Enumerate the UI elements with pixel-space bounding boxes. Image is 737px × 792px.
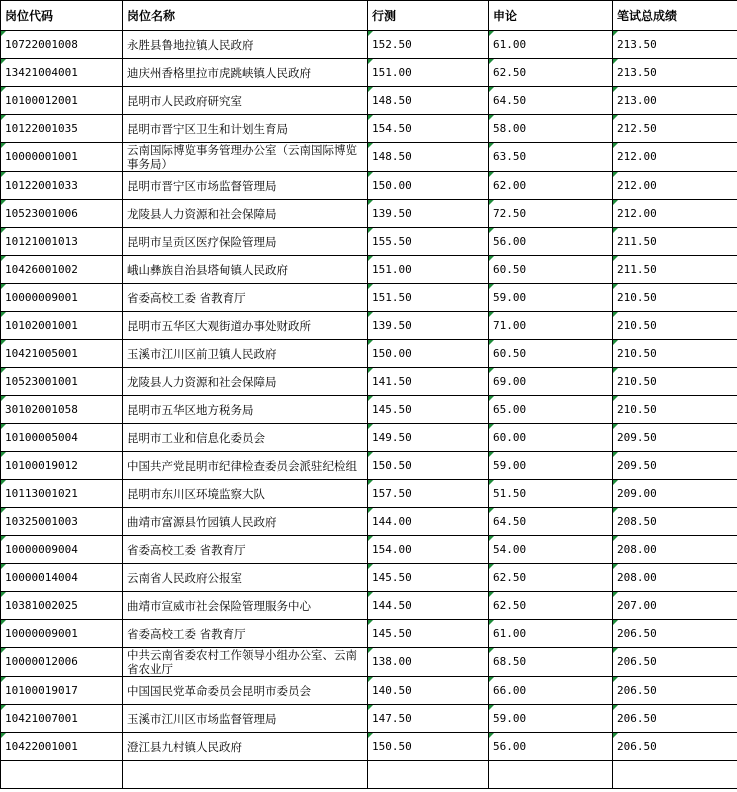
shenlun-score-cell: 59.00	[489, 284, 613, 312]
xingce-score-cell: 144.50	[368, 592, 489, 620]
table-row	[1, 620, 737, 648]
position-code-cell: 10100005004	[1, 424, 123, 452]
shenlun-score-cell: 61.00	[489, 31, 613, 59]
position-code-cell: 10422001001	[1, 733, 123, 761]
xingce-score-cell: 154.00	[368, 536, 489, 564]
shenlun-score-cell: 66.00	[489, 677, 613, 705]
position-code-cell: 10000014004	[1, 564, 123, 592]
xingce-score-cell: 147.50	[368, 705, 489, 733]
header-position-name: 岗位名称	[123, 1, 368, 31]
table-row	[1, 143, 737, 172]
shenlun-score-cell: 62.50	[489, 59, 613, 87]
header-total-score: 笔试总成绩	[613, 1, 737, 31]
table-row	[1, 312, 737, 340]
total-score-cell: 210.50	[613, 368, 737, 396]
position-name-cell: 峨山彝族自治县塔甸镇人民政府	[123, 256, 368, 284]
total-score-cell: 211.50	[613, 228, 737, 256]
position-name-cell: 玉溪市江川区前卫镇人民政府	[123, 340, 368, 368]
xingce-score-cell	[368, 761, 489, 789]
xingce-score-cell: 152.50	[368, 31, 489, 59]
total-score-cell	[613, 761, 737, 789]
table-row	[1, 677, 737, 705]
position-code-cell: 10100012001	[1, 87, 123, 115]
total-score-cell: 210.50	[613, 284, 737, 312]
header-row	[1, 1, 737, 31]
table-row	[1, 59, 737, 87]
xingce-score-cell: 140.50	[368, 677, 489, 705]
position-code-cell: 10122001033	[1, 172, 123, 200]
header-xingce: 行测	[368, 1, 489, 31]
position-name-cell: 曲靖市宣威市社会保险管理服务中心	[123, 592, 368, 620]
table-row	[1, 705, 737, 733]
position-code-cell: 13421004001	[1, 59, 123, 87]
xingce-score-cell: 145.50	[368, 620, 489, 648]
position-name-cell: 省委高校工委 省教育厅	[123, 284, 368, 312]
table-row	[1, 536, 737, 564]
position-code-cell: 10722001008	[1, 31, 123, 59]
position-name-cell: 省委高校工委 省教育厅	[123, 620, 368, 648]
table-row	[1, 115, 737, 143]
position-name-cell: 云南国际博览事务管理办公室（云南国际博览事务局）	[123, 143, 368, 172]
table-row	[1, 733, 737, 761]
position-name-cell: 永胜县鲁地拉镇人民政府	[123, 31, 368, 59]
xingce-score-cell: 139.50	[368, 200, 489, 228]
shenlun-score-cell: 56.00	[489, 733, 613, 761]
shenlun-score-cell: 62.50	[489, 592, 613, 620]
total-score-cell: 209.00	[613, 480, 737, 508]
xingce-score-cell: 139.50	[368, 312, 489, 340]
position-code-cell: 10100019017	[1, 677, 123, 705]
position-name-cell: 曲靖市富源县竹园镇人民政府	[123, 508, 368, 536]
table-row	[1, 396, 737, 424]
total-score-cell: 206.50	[613, 733, 737, 761]
position-name-cell: 迪庆州香格里拉市虎跳峡镇人民政府	[123, 59, 368, 87]
total-score-cell: 213.50	[613, 31, 737, 59]
shenlun-score-cell: 54.00	[489, 536, 613, 564]
xingce-score-cell: 144.00	[368, 508, 489, 536]
shenlun-score-cell: 60.50	[489, 256, 613, 284]
total-score-cell: 213.00	[613, 87, 737, 115]
total-score-cell: 208.00	[613, 564, 737, 592]
position-name-cell: 云南省人民政府公报室	[123, 564, 368, 592]
table-row	[1, 284, 737, 312]
shenlun-score-cell: 62.50	[489, 564, 613, 592]
total-score-cell: 212.00	[613, 143, 737, 172]
xingce-score-cell: 150.50	[368, 452, 489, 480]
xingce-score-cell: 145.50	[368, 396, 489, 424]
total-score-cell: 211.50	[613, 256, 737, 284]
shenlun-score-cell: 60.00	[489, 424, 613, 452]
position-name-cell	[123, 761, 368, 789]
position-code-cell: 10325001003	[1, 508, 123, 536]
position-name-cell: 昆明市呈贡区医疗保险管理局	[123, 228, 368, 256]
shenlun-score-cell: 60.50	[489, 340, 613, 368]
shenlun-score-cell: 68.50	[489, 648, 613, 677]
position-name-cell: 昆明市人民政府研究室	[123, 87, 368, 115]
position-name-cell: 昆明市工业和信息化委员会	[123, 424, 368, 452]
position-name-cell: 澄江县九村镇人民政府	[123, 733, 368, 761]
table-row	[1, 452, 737, 480]
shenlun-score-cell: 62.00	[489, 172, 613, 200]
shenlun-score-cell: 64.50	[489, 87, 613, 115]
position-code-cell: 10381002025	[1, 592, 123, 620]
xingce-score-cell: 150.00	[368, 172, 489, 200]
table-row	[1, 424, 737, 452]
position-name-cell: 省委高校工委 省教育厅	[123, 536, 368, 564]
xingce-score-cell: 138.00	[368, 648, 489, 677]
table-row	[1, 368, 737, 396]
position-name-cell: 龙陵县人力资源和社会保障局	[123, 200, 368, 228]
shenlun-score-cell: 61.00	[489, 620, 613, 648]
header-shenlun: 申论	[489, 1, 613, 31]
position-code-cell: 10000009001	[1, 284, 123, 312]
table-row	[1, 31, 737, 59]
header-position-code: 岗位代码	[1, 1, 123, 31]
position-code-cell: 10000001001	[1, 143, 123, 172]
position-name-cell: 昆明市东川区环境监察大队	[123, 480, 368, 508]
position-name-cell: 昆明市五华区大观街道办事处财政所	[123, 312, 368, 340]
shenlun-score-cell: 59.00	[489, 705, 613, 733]
position-name-cell: 中共云南省委农村工作领导小组办公室、云南省农业厅	[123, 648, 368, 677]
position-name-cell: 龙陵县人力资源和社会保障局	[123, 368, 368, 396]
position-name-cell: 中国共产党昆明市纪律检查委员会派驻纪检组	[123, 452, 368, 480]
table-row	[1, 508, 737, 536]
position-code-cell: 10102001001	[1, 312, 123, 340]
xingce-score-cell: 155.50	[368, 228, 489, 256]
table-row	[1, 564, 737, 592]
total-score-cell: 210.50	[613, 340, 737, 368]
xingce-score-cell: 149.50	[368, 424, 489, 452]
xingce-score-cell: 157.50	[368, 480, 489, 508]
table-row	[1, 200, 737, 228]
position-code-cell: 10121001013	[1, 228, 123, 256]
total-score-cell: 208.50	[613, 508, 737, 536]
shenlun-score-cell	[489, 761, 613, 789]
position-name-cell: 中国国民党革命委员会昆明市委员会	[123, 677, 368, 705]
table-row	[1, 256, 737, 284]
shenlun-score-cell: 63.50	[489, 143, 613, 172]
table-row	[1, 480, 737, 508]
xingce-score-cell: 150.50	[368, 733, 489, 761]
xingce-score-cell: 150.00	[368, 340, 489, 368]
total-score-cell: 208.00	[613, 536, 737, 564]
total-score-cell: 210.50	[613, 396, 737, 424]
total-score-cell: 212.50	[613, 115, 737, 143]
position-code-cell: 10421007001	[1, 705, 123, 733]
position-name-cell: 昆明市晋宁区市场监督管理局	[123, 172, 368, 200]
xingce-score-cell: 154.50	[368, 115, 489, 143]
total-score-cell: 210.50	[613, 312, 737, 340]
position-code-cell: 10000009001	[1, 620, 123, 648]
total-score-cell: 212.00	[613, 200, 737, 228]
shenlun-score-cell: 59.00	[489, 452, 613, 480]
position-code-cell: 10000012006	[1, 648, 123, 677]
total-score-cell: 206.50	[613, 620, 737, 648]
table-row	[1, 87, 737, 115]
shenlun-score-cell: 56.00	[489, 228, 613, 256]
position-name-cell: 玉溪市江川区市场监督管理局	[123, 705, 368, 733]
position-code-cell: 10100019012	[1, 452, 123, 480]
shenlun-score-cell: 65.00	[489, 396, 613, 424]
total-score-cell: 209.50	[613, 424, 737, 452]
total-score-cell: 209.50	[613, 452, 737, 480]
table-row	[1, 592, 737, 620]
shenlun-score-cell: 58.00	[489, 115, 613, 143]
shenlun-score-cell: 69.00	[489, 368, 613, 396]
table-row	[1, 172, 737, 200]
shenlun-score-cell: 51.50	[489, 480, 613, 508]
xingce-score-cell: 151.50	[368, 284, 489, 312]
position-name-cell: 昆明市五华区地方税务局	[123, 396, 368, 424]
total-score-cell: 212.00	[613, 172, 737, 200]
xingce-score-cell: 148.50	[368, 143, 489, 172]
total-score-cell: 206.50	[613, 705, 737, 733]
total-score-cell: 213.50	[613, 59, 737, 87]
shenlun-score-cell: 71.00	[489, 312, 613, 340]
xingce-score-cell: 141.50	[368, 368, 489, 396]
table-row	[1, 648, 737, 677]
position-code-cell: 10426001002	[1, 256, 123, 284]
position-name-cell: 昆明市晋宁区卫生和计划生育局	[123, 115, 368, 143]
position-code-cell: 10523001001	[1, 368, 123, 396]
position-code-cell: 10113001021	[1, 480, 123, 508]
position-code-cell: 30102001058	[1, 396, 123, 424]
table-row	[1, 228, 737, 256]
position-code-cell: 10122001035	[1, 115, 123, 143]
total-score-cell: 206.50	[613, 677, 737, 705]
table-row	[1, 761, 737, 789]
xingce-score-cell: 151.00	[368, 59, 489, 87]
xingce-score-cell: 151.00	[368, 256, 489, 284]
total-score-cell: 207.00	[613, 592, 737, 620]
shenlun-score-cell: 72.50	[489, 200, 613, 228]
position-code-cell: 10523001006	[1, 200, 123, 228]
shenlun-score-cell: 64.50	[489, 508, 613, 536]
total-score-cell: 206.50	[613, 648, 737, 677]
xingce-score-cell: 145.50	[368, 564, 489, 592]
table-row	[1, 340, 737, 368]
position-code-cell	[1, 761, 123, 789]
position-code-cell: 10421005001	[1, 340, 123, 368]
position-code-cell: 10000009004	[1, 536, 123, 564]
xingce-score-cell: 148.50	[368, 87, 489, 115]
